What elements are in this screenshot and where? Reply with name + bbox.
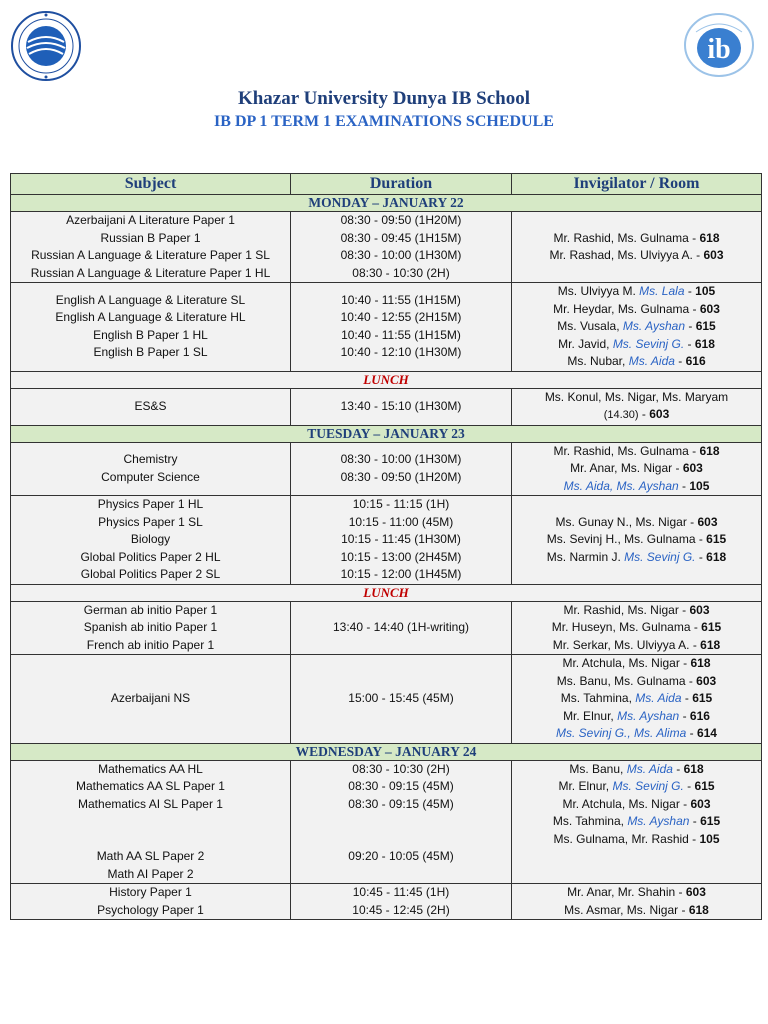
room-number: 615: [700, 814, 721, 828]
table-row: [11, 655, 762, 744]
duration: 10:15 - 11:45 (1H30M): [341, 532, 461, 546]
invigilator-line: Ms. Ulviyya M. Ms. Lala - 105: [557, 284, 716, 298]
room-number: 615: [701, 620, 722, 634]
invigilator-names: Ms. Sevinj H., Ms. Gulnama: [546, 532, 696, 546]
invigilator-line: (14.30) - 603: [603, 407, 670, 421]
duration-cell: [291, 283, 512, 372]
duration: 08:30 - 09:50 (1H20M): [340, 469, 462, 484]
table-row: [11, 760, 762, 884]
invigilator-line: Ms. Tahmina, Ms. Ayshan - 615: [552, 814, 721, 828]
day-label: TUESDAY – JANUARY 23: [11, 425, 762, 442]
invigilator-cell: [512, 388, 762, 425]
subject: Computer Science: [101, 469, 200, 484]
invigilator-names: Ms. Nubar,: [567, 354, 626, 368]
day-row: [11, 195, 762, 212]
invigilator-names: Mr. Rashid, Ms. Gulnama: [553, 230, 689, 245]
table-row: [11, 884, 762, 920]
duration-cell: [291, 601, 512, 655]
table-row: [11, 388, 762, 425]
dunya-school-logo-icon: [10, 10, 82, 82]
duration: 10:45 - 11:45 (1H): [352, 885, 450, 899]
subject: English B Paper 1 SL: [93, 345, 208, 360]
duration: 08:30 - 10:30 (2H): [352, 761, 450, 776]
invigilator-names: Ms. Asmar, Ms. Nigar: [564, 902, 679, 917]
subject: French ab initio Paper 1: [86, 637, 215, 652]
invigilator-extra: Ms. Aida: [626, 761, 673, 776]
invigilator-names: Ms. Vusala,: [557, 319, 620, 333]
duration-cell: [291, 442, 512, 496]
lunch-label: LUNCH: [11, 584, 762, 601]
invigilator-cell: [512, 442, 762, 496]
duration: 10:15 - 11:00 (45M): [348, 514, 454, 529]
subject-cell: [11, 212, 291, 283]
invigilator-cell: [512, 283, 762, 372]
invigilator-names: Ms. Konul, Ms. Nigar, Ms. Maryam: [544, 389, 729, 404]
duration-cell: [291, 760, 512, 884]
duration: 08:30 - 10:00 (1H30M): [340, 452, 462, 467]
invigilator-line: Mr. Rashid, Ms. Gulnama - 618: [553, 443, 720, 458]
svg-text:ib: ib: [707, 34, 731, 65]
subject: Russian B Paper 1: [100, 230, 201, 245]
invigilator-line: Ms. Tahmina, Ms. Aida - 615: [560, 691, 713, 705]
invigilator-line: Ms. Banu, Ms. Aida - 618: [569, 761, 704, 776]
subject: Russian A Language & Literature Paper 1 SL: [31, 248, 270, 262]
invigilator-line: Ms. Gulnama, Mr. Rashid - 105: [553, 831, 720, 846]
invigilator-names: Mr. Heydar, Ms. Gulnama: [553, 301, 690, 316]
room-number: 615: [694, 779, 715, 793]
invigilator-cell: [512, 760, 762, 884]
invigilator-line: Ms. Asmar, Ms. Nigar - 618: [564, 902, 709, 917]
invigilator-names: Ms. Tahmina,: [560, 691, 632, 705]
subject: Math AA SL Paper 2: [96, 849, 205, 863]
duration-cell: [291, 212, 512, 283]
subject: Mathematics AA SL Paper 1: [76, 779, 225, 793]
subject-cell: [11, 496, 291, 585]
duration: 10:15 - 12:00 (1H45M): [340, 567, 462, 581]
invigilator-names: Ms. Gunay N., Ms. Nigar: [555, 514, 687, 529]
subject: Chemistry: [123, 452, 178, 467]
room-number: 618: [690, 656, 711, 670]
duration: 10:15 - 11:15 (1H): [352, 497, 450, 511]
invigilator-cell: [512, 601, 762, 655]
invigilator-extra: Ms. Sevinj G.: [612, 336, 685, 351]
subject: Global Politics Paper 2 HL: [80, 549, 221, 564]
invigilator-names: Mr. Serkar, Ms. Ulviyya A.: [552, 637, 690, 652]
invigilator-line: Mr. Rashad, Ms. Ulviyya A. - 603: [549, 248, 724, 262]
subject: Azerbaijani NS: [110, 691, 191, 705]
header-row: [11, 174, 762, 195]
subject: English A Language & Literature HL: [55, 310, 246, 325]
table-row: [11, 283, 762, 372]
room-number: 618: [688, 902, 709, 917]
duration: 10:40 - 11:55 (1H15M): [341, 292, 461, 307]
invigilator-line: Ms. Aida, Ms. Ayshan - 105: [563, 478, 710, 493]
room-number: 105: [689, 478, 710, 493]
duration: 08:30 - 09:15 (45M): [348, 779, 454, 793]
table-row: [11, 496, 762, 585]
invigilator-names: Mr. Atchula, Ms. Nigar: [562, 656, 680, 670]
invigilator-extra: Ms. Ayshan: [617, 708, 680, 723]
invigilator-names: Mr. Huseyn, Ms. Gulnama: [551, 620, 691, 634]
invigilator-line: Mr. Atchula, Ms. Nigar - 618: [562, 656, 711, 670]
lunch-row: [11, 584, 762, 601]
room-number: 603: [697, 514, 718, 529]
duration: 10:40 - 12:10 (1H30M): [340, 345, 462, 360]
subject-cell: [11, 601, 291, 655]
invigilator-cell: [512, 496, 762, 585]
subject: Azerbaijani A Literature Paper 1: [66, 213, 235, 227]
room-number: 105: [695, 284, 716, 298]
table-row: [11, 601, 762, 655]
invigilator-line: Ms. Narmin J. Ms. Sevinj G. - 618: [546, 549, 727, 564]
invigilator-line: [514, 389, 759, 407]
room-number: 618: [694, 336, 715, 351]
subject-cell: [11, 388, 291, 425]
subject: Physics Paper 1 HL: [97, 497, 204, 511]
duration: 10:15 - 13:00 (2H45M): [340, 549, 462, 564]
subject: History Paper 1: [109, 885, 192, 899]
subject: Mathematics AA HL: [98, 761, 203, 776]
room-number: 614: [696, 726, 717, 740]
subject: Global Politics Paper 2 SL: [80, 567, 221, 581]
subject-cell: [11, 442, 291, 496]
duration: 10:45 - 12:45 (2H): [352, 902, 450, 917]
spacer: [293, 813, 509, 831]
invigilator-names: Mr. Rashad, Ms. Ulviyya A.: [549, 248, 693, 262]
invigilator-line: Mr. Rashid, Ms. Nigar - 603: [563, 602, 710, 617]
ib-world-school-logo-icon: [682, 12, 756, 78]
invigilator-cell: [512, 655, 762, 744]
invigilator-extra: Ms. Ayshan: [622, 319, 686, 333]
room-number: 618: [683, 761, 704, 776]
room-number: 603: [685, 885, 706, 899]
table-row: [11, 442, 762, 496]
subject: Russian A Language & Literature Paper 1 HL: [30, 265, 271, 280]
subject: Biology: [130, 532, 171, 546]
subject: Psychology Paper 1: [97, 902, 204, 917]
invigilator-line: Ms. Sevinj G., Ms. Alima - 614: [556, 726, 717, 740]
schedule-subtitle: IB DP 1 TERM 1 EXAMINATIONS SCHEDULE: [214, 113, 554, 130]
invigilator-names: Mr. Javid,: [558, 336, 610, 351]
invigilator-names: Ms. Ulviyya M.: [557, 284, 636, 298]
invigilator-line: Mr. Elnur, Ms. Sevinj G. - 615: [558, 779, 715, 793]
duration: 13:40 - 14:40 (1H-writing): [332, 620, 470, 634]
invigilator-names: Ms. Banu,: [569, 761, 624, 776]
exam-schedule-table: [10, 173, 762, 920]
subject: Mathematics AI SL Paper 1: [78, 796, 223, 811]
duration-cell: [291, 388, 512, 425]
duration-cell: [291, 496, 512, 585]
room-number: 615: [695, 319, 716, 333]
subject-cell: [11, 283, 291, 372]
invigilator-line: Mr. Anar, Mr. Shahin - 603: [567, 885, 706, 899]
header-subject: Subject: [11, 174, 291, 195]
room-number: 603: [696, 673, 717, 688]
subject: German ab initio Paper 1: [83, 602, 218, 617]
duration: 08:30 - 09:15 (45M): [348, 796, 454, 811]
day-label: MONDAY – JANUARY 22: [11, 195, 762, 212]
invigilator-extra: Ms. Aida: [635, 691, 682, 705]
subject-cell: [11, 884, 291, 920]
room-number: 603: [689, 602, 710, 617]
invigilator-line: Ms. Vusala, Ms. Ayshan - 615: [557, 319, 716, 333]
room-number: 618: [706, 549, 727, 564]
invigilator-names: Mr. Rashid, Ms. Nigar: [563, 602, 679, 617]
duration: 15:00 - 15:45 (45M): [348, 691, 454, 705]
duration: 10:40 - 12:55 (2H15M): [340, 310, 462, 325]
room-number: 616: [685, 354, 706, 368]
room-number: 616: [689, 708, 710, 723]
duration: 08:30 - 10:30 (2H): [352, 265, 450, 280]
subject: ES&S: [134, 398, 167, 413]
room-number: 618: [699, 443, 720, 458]
room-number: 603: [649, 407, 670, 421]
invigilator-line: Ms. Nubar, Ms. Aida - 616: [567, 354, 706, 368]
table-row: [11, 212, 762, 283]
room-number: 615: [706, 532, 727, 546]
duration: 08:30 - 09:45 (1H15M): [340, 230, 462, 245]
invigilator-extra: Ms. Ayshan: [627, 814, 690, 828]
invigilator-names: Mr. Rashid, Ms. Gulnama: [553, 443, 689, 458]
invigilator-names: Mr. Atchula, Ms. Nigar: [562, 796, 680, 811]
subject: Math AI Paper 2: [107, 866, 194, 881]
invigilator-names: Mr. Anar, Mr. Shahin: [567, 885, 676, 899]
day-row: [11, 743, 762, 760]
invigilator-extra: Ms. Sevinj G.: [612, 779, 684, 793]
duration: 10:40 - 11:55 (1H15M): [341, 327, 461, 342]
subject: English A Language & Literature SL: [55, 292, 246, 307]
spacer: [13, 813, 288, 831]
room-number: 618: [700, 637, 721, 652]
invigilator-names: Mr. Elnur,: [563, 708, 614, 723]
duration-cell: [291, 884, 512, 920]
duration: 08:30 - 10:00 (1H30M): [340, 248, 462, 262]
invigilator-line: Mr. Rashid, Ms. Gulnama - 618: [553, 230, 720, 245]
room-number: 105: [699, 831, 720, 846]
invigilator-extra: Ms. Sevinj G., Ms. Alima: [556, 726, 687, 740]
invigilator-line: Ms. Sevinj H., Ms. Gulnama - 615: [546, 532, 727, 546]
invigilator-extra: Ms. Aida, Ms. Ayshan: [563, 478, 679, 493]
room-number: 603: [682, 461, 703, 475]
invigilator-cell: [512, 212, 762, 283]
duration: 08:30 - 09:50 (1H20M): [340, 213, 462, 227]
duration: 13:40 - 15:10 (1H30M): [340, 398, 462, 413]
subject: Spanish ab initio Paper 1: [83, 620, 218, 634]
invigilator-names: (14.30): [603, 409, 639, 421]
subject-cell: [11, 655, 291, 744]
room-number: 615: [692, 691, 713, 705]
invigilator-line: Mr. Anar, Ms. Nigar - 603: [570, 461, 703, 475]
invigilator-extra: Ms. Lala: [639, 284, 685, 298]
invigilator-cell: [512, 884, 762, 920]
invigilator-names: Ms. Banu, Ms. Gulnama: [556, 673, 686, 688]
lunch-label: LUNCH: [11, 371, 762, 388]
subject: Physics Paper 1 SL: [98, 514, 203, 529]
invigilator-line: Mr. Elnur, Ms. Ayshan - 616: [563, 708, 710, 723]
invigilator-names: Ms. Tahmina,: [552, 814, 624, 828]
room-number: 603: [703, 248, 724, 262]
invigilator-line: Ms. Gunay N., Ms. Nigar - 603: [555, 514, 718, 529]
invigilator-line: Ms. Banu, Ms. Gulnama - 603: [556, 673, 717, 688]
school-title: Khazar University Dunya IB School: [237, 88, 531, 109]
day-label: WEDNESDAY – JANUARY 24: [11, 743, 762, 760]
invigilator-extra: Ms. Sevinj G.: [624, 549, 696, 564]
invigilator-line: Mr. Javid, Ms. Sevinj G. - 618: [558, 336, 715, 351]
subject-cell: [11, 760, 291, 884]
invigilator-names: Mr. Anar, Ms. Nigar: [570, 461, 673, 475]
invigilator-names: Ms. Narmin J.: [546, 549, 621, 564]
invigilator-extra: Ms. Aida: [628, 354, 675, 368]
spacer: [293, 831, 509, 849]
room-number: 603: [699, 301, 720, 316]
lunch-row: [11, 371, 762, 388]
header-duration: Duration: [291, 174, 512, 195]
invigilator-line: Mr. Atchula, Ms. Nigar - 603: [562, 796, 711, 811]
header-invigilator: Invigilator / Room: [512, 174, 762, 195]
invigilator-line: Mr. Huseyn, Ms. Gulnama - 615: [551, 620, 722, 634]
duration-cell: [291, 655, 512, 744]
duration: 09:20 - 10:05 (45M): [348, 849, 454, 863]
room-number: 618: [699, 230, 720, 245]
subject: English B Paper 1 HL: [93, 327, 208, 342]
room-number: 603: [690, 796, 711, 811]
day-row: [11, 425, 762, 442]
invigilator-line: Mr. Serkar, Ms. Ulviyya A. - 618: [552, 637, 721, 652]
invigilator-names: Ms. Gulnama, Mr. Rashid: [553, 831, 689, 846]
invigilator-line: Mr. Heydar, Ms. Gulnama - 603: [553, 301, 720, 316]
invigilator-names: Mr. Elnur,: [558, 779, 610, 793]
spacer: [13, 831, 288, 849]
